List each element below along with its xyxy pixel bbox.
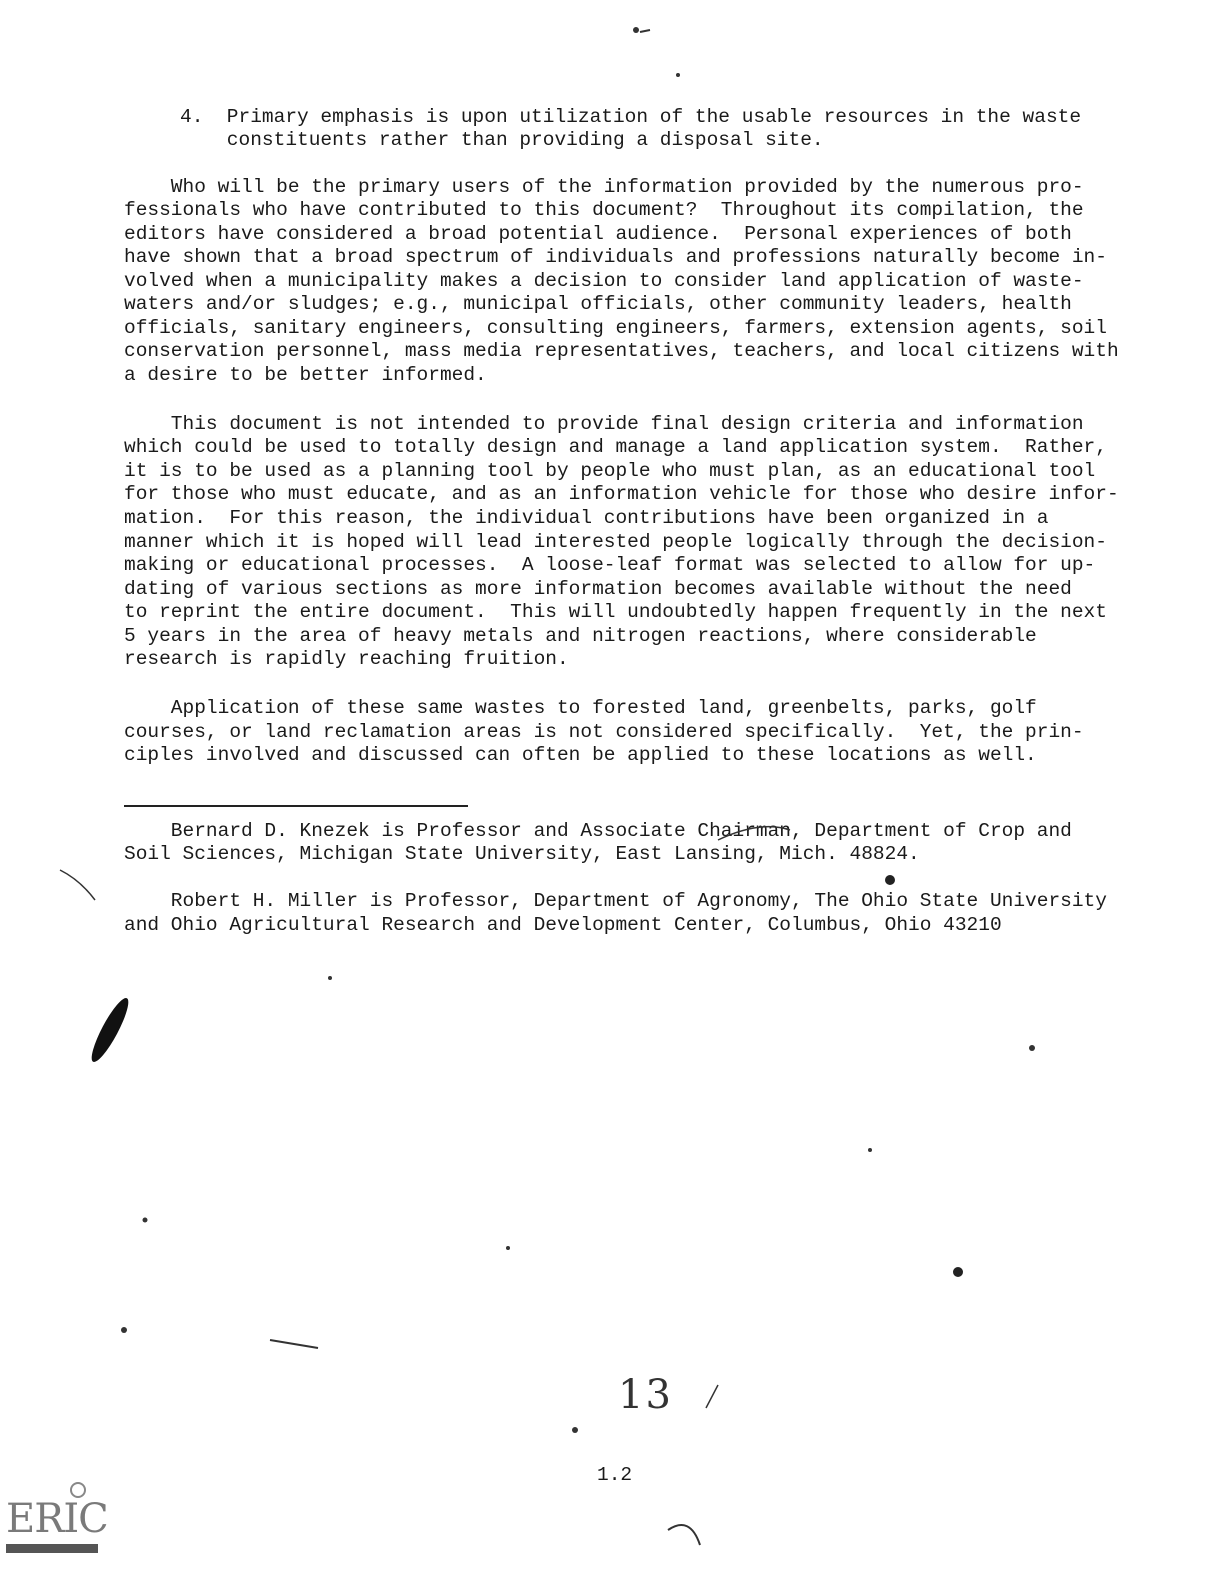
text-line: volved when a municipality makes a decision to consider land application of waste- xyxy=(124,270,1084,292)
speck xyxy=(1029,1045,1035,1051)
speck xyxy=(868,1148,872,1152)
scratch-mark xyxy=(640,30,650,32)
speck xyxy=(143,1218,148,1223)
page-number: 1.2 xyxy=(597,1464,633,1486)
text-line: 4. Primary emphasis is upon utilization of the usable resources in the waste xyxy=(180,106,1082,128)
text-line: waters and/or sludges; e.g., municipal officials, other community leaders, health xyxy=(124,293,1072,315)
scratch-mark xyxy=(718,827,790,840)
text-line: which could be used to totally design and manage a land application system. Rather, xyxy=(124,436,1107,458)
text-line: officials, sanitary engineers, consulting engineers, farmers, extension agents, soil xyxy=(124,317,1107,339)
speck xyxy=(328,976,332,980)
speck xyxy=(676,73,680,77)
text-line: Robert H. Miller is Professor, Department of Agronomy, The Ohio State University xyxy=(124,890,1107,912)
ink-blot xyxy=(86,994,134,1065)
text-line: courses, or land reclamation areas is not considered specifically. Yet, the prin- xyxy=(124,721,1084,743)
speck xyxy=(885,875,895,885)
text-line: mation. For this reason, the individual contributions have been organized in a xyxy=(124,507,1049,529)
logo-wordmark: ERIC xyxy=(6,1496,108,1542)
text-line: Application of these same wastes to forested land, greenbelts, parks, golf xyxy=(124,697,1037,719)
text-line: to reprint the entire document. This will undoubtedly happen frequently in the next xyxy=(124,601,1107,623)
text-line: have shown that a broad spectrum of individuals and professions naturally become in- xyxy=(124,246,1107,268)
text-line: constituents rather than providing a disposal site. xyxy=(180,129,824,151)
text-line: a desire to be better informed. xyxy=(124,364,487,386)
scratch-mark xyxy=(706,1385,718,1408)
text-line: making or educational processes. A loose-leaf format was selected to allow for up- xyxy=(124,554,1096,576)
text-line: and Ohio Agricultural Research and Development Center, Columbus, Ohio 43210 xyxy=(124,914,1002,936)
text-line: dating of various sections as more information becomes available without the need xyxy=(124,578,1072,600)
text-line: conservation personnel, mass media representatives, teachers, and local citizens with xyxy=(124,340,1119,362)
speck xyxy=(121,1327,127,1333)
text-line: for those who must educate, and as an information vehicle for those who desire infor- xyxy=(124,483,1119,505)
text-line: This document is not intended to provide final design criteria and information xyxy=(124,413,1084,435)
text-line: it is to be used as a planning tool by people who must plan, as an educational tool xyxy=(124,460,1096,482)
speck xyxy=(572,1427,578,1433)
text-line: Who will be the primary users of the information provided by the numerous pro- xyxy=(124,176,1084,198)
text-line: 5 years in the area of heavy metals and nitrogen reactions, where considerable xyxy=(124,625,1037,647)
speck xyxy=(633,27,639,33)
scratch-mark xyxy=(270,1340,318,1348)
text-line: ciples involved and discussed can often be applied to these locations as well. xyxy=(124,744,1037,766)
handwritten-page-number: 13 xyxy=(618,1372,673,1418)
speck xyxy=(953,1267,963,1277)
text-line: Bernard D. Knezek is Professor and Associate Chairman, Department of Crop and xyxy=(124,820,1072,842)
text-line: manner which it is hoped will lead interested people logically through the decision- xyxy=(124,531,1107,553)
text-line: research is rapidly reaching fruition. xyxy=(124,648,569,670)
text-line: fessionals who have contributed to this document? Throughout its compilation, the xyxy=(124,199,1084,221)
text-line: editors have considered a broad potential audience. Personal experiences of both xyxy=(124,223,1072,245)
text-line: Soil Sciences, Michigan State University, East Lansing, Mich. 48824. xyxy=(124,843,920,865)
speck xyxy=(506,1246,510,1250)
scratch-mark xyxy=(60,870,95,900)
scratch-mark xyxy=(668,1525,700,1545)
